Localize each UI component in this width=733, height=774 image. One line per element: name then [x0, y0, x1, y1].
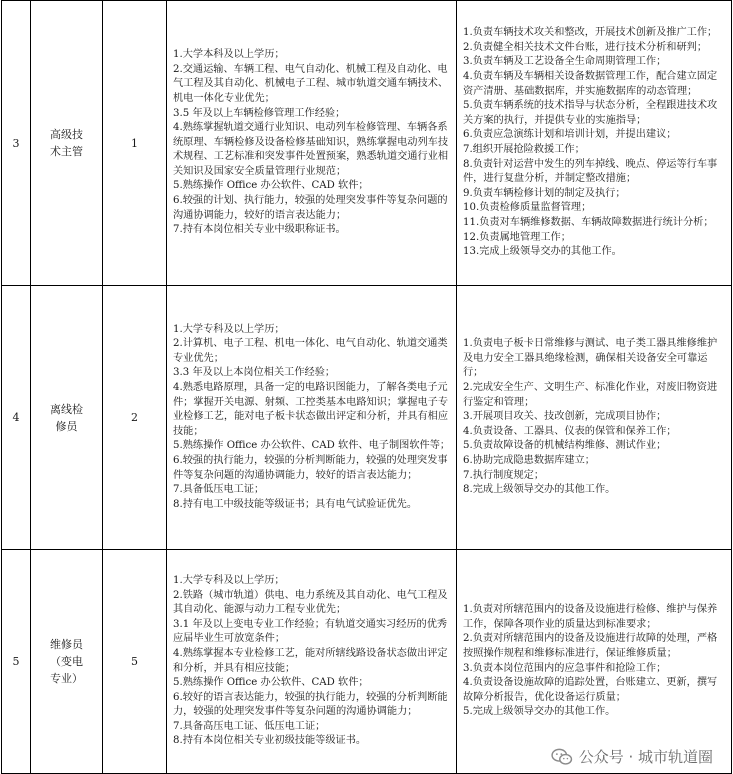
duty-item: 4.负责车辆及车辆相关设备数据管理工作，配合建立固定资产清册、基础数据库，并实施数据库的动态管理；: [463, 71, 718, 97]
table-row: [2, 1, 732, 286]
duties-cell: [457, 1, 732, 286]
position-name-line: 术主管: [50, 145, 83, 158]
requirements-cell: [167, 1, 457, 286]
duty-item: 4.负责设备、工器具、仪表的保管和保养工作；: [463, 425, 677, 437]
duty-item: 11.负责对车辆维修数据、车辆故障数据进行统计分析；: [463, 216, 714, 228]
requirement-item: 1.大学本科及以上学历；: [173, 49, 285, 61]
watermark-text: 公众号 · 城市轨道圈: [578, 748, 713, 766]
duty-item: 8.完成上级领导交办的其他工作。: [463, 484, 616, 496]
row-number: 5: [2, 550, 31, 774]
requirement-item: 5.熟练操作 Office 办公软件、CAD 软件；: [173, 677, 369, 689]
duty-item: 2.负责对所辖范围内的设备及设施进行故障的处理，严格按照操作规程和维修标准进行，保证维修质量；: [463, 633, 718, 659]
requirement-item: 2.铁路（城市轨道）供电、电力系统及其自动化、电气工程及其自动化、能源与动力工程专业优先；: [173, 589, 448, 616]
requirements-cell: [167, 550, 457, 774]
requirement-item: 3.3 年及以上本岗位相关工作经验；: [173, 367, 336, 379]
duty-item: 1.负责对所辖范围内的设备及设施进行检修、维护与保养工作，保障各项作业的质量达到标准要求；: [463, 604, 718, 630]
row-number: 4: [2, 286, 31, 550]
position-name: [31, 286, 103, 550]
requirement-item: 6.较强的计划、执行能力，较强的处理突发事件等复杂问题的沟通协调能力，较好的语言表达能力；: [173, 195, 448, 221]
position-name-line: 高级技: [50, 128, 83, 141]
requirement-item: 2.计算机、电子工程、机电一体化、电气自动化、轨道交通类专业优先；: [173, 338, 448, 364]
duty-item: 4.负责设备设施故障的追踪处置，台账建立、更新，撰写故障分析报告，优化设备运行质量；: [463, 677, 718, 703]
duty-item: 2.负责健全相关技术文件台账，进行技术分析和研判；: [463, 41, 708, 53]
requirement-item: 7.具备高压电工证、低压电工证；: [173, 720, 326, 732]
watermark: [549, 746, 715, 767]
requirement-item: 3.5 年及以上车辆检修管理工作经验；: [173, 107, 346, 119]
duties-cell: [457, 286, 732, 550]
requirement-item: 1.大学专科及以上学历；: [173, 323, 285, 335]
requirement-item: 1.大学专科及以上学历；: [173, 574, 285, 586]
requirement-item: 5.熟练操作 Office 办公软件、CAD 软件、电子制图软件等；: [173, 440, 451, 452]
duty-item: 13.完成上级领导交办的其他工作。: [463, 246, 622, 258]
duty-item: 3.负责车辆及工艺设备全生命周期管理工作；: [463, 56, 667, 68]
requirements-cell: [167, 286, 457, 550]
position-name-line: 离线检: [50, 402, 83, 416]
row-number: 3: [2, 1, 31, 286]
headcount: 5: [103, 550, 167, 774]
table-row: [2, 286, 732, 550]
requirement-item: 4.熟练掌握轨道交通行业知识、电动列车检修管理、车辆各系统原理、车辆检修及设备检修基础知识，熟练掌握电动列车技术规程、工艺标准和突发事件处置预案，熟悉轨道交通行业相关知识及国家安全质量管理行业规范；: [173, 122, 449, 177]
requirement-item: 4.熟悉电路原理，具备一定的电路识图能力，了解各类电子元件；掌握开关电源、射频、工控类基本电路知识；掌握电子专业检修工艺，能对电子板卡状态做出评定和分析，并具有相应技能；: [173, 382, 449, 437]
position-name-line: （变电: [50, 655, 83, 668]
duty-item: 7.组织开展抢险救援工作；: [463, 144, 585, 155]
duty-item: 3.开展项目攻关、技改创新，完成项目协作；: [463, 411, 667, 423]
table-row: [2, 550, 732, 774]
duty-item: 1.负责电子板卡日常维修与测试、电子类工器具维修维护及电力安全工器具绝缘检测，确保相关设备安全可靠运行；: [463, 338, 718, 379]
headcount: 2: [103, 286, 167, 550]
position-name: [31, 550, 103, 774]
requirement-item: 6.较强的执行能力，较强的分析判断能力，较强的处理突发事件等复杂问题的沟通协调能力，较好的语言表达能力；: [173, 454, 448, 481]
duty-item: 6.协助完成隐患数据库建立；: [463, 454, 595, 466]
duty-item: 1.负责车辆技术攻关和整改，开展技术创新及推广工作；: [463, 27, 718, 39]
recruitment-table: [1, 0, 732, 774]
position-name-line: 专业）: [50, 672, 83, 685]
duty-item: 3.负责本岗位范围内的应急事件和抢险工作；: [463, 662, 667, 674]
position-name: [31, 1, 103, 286]
duty-item: 5.负责车辆系统的技术指导与状态分析，全程跟进技术攻关方案的执行，并提供专业的实施指导；: [463, 100, 718, 126]
position-name-line: 维修员: [50, 638, 83, 651]
headcount: 1: [103, 1, 167, 286]
duty-item: 5.完成上级领导交办的其他工作。: [463, 706, 616, 718]
requirement-item: 2.交通运输、车辆工程、电气自动化、机械工程及自动化、电气工程及其自动化、机械电子工程、城市轨道交通车辆技术、机电一体化专业优先；: [173, 63, 449, 104]
requirement-item: 3.1 年及以上变电专业工作经验；有轨道交通实习经历的优秀应届毕业生可放宽条件；: [173, 618, 448, 645]
wechat-icon: [551, 748, 573, 766]
duty-item: 9.负责车辆检修计划的制定及执行；: [463, 187, 626, 199]
duty-item: 8.负责针对运营中发生的列车掉线、晚点、停运等行车事件，进行复盘分析，并制定整改措施；: [463, 158, 718, 185]
requirement-item: 5.熟练操作 Office 办公软件、CAD 软件；: [173, 180, 369, 192]
duty-item: 5.负责故障设备的机械结构维修、测试作业；: [463, 440, 667, 452]
duty-item: 6.负责应急演练计划和培训计划，并提出建议；: [463, 129, 677, 141]
requirement-item: 7.持有本岗位相关专业中级职称证书。: [173, 224, 346, 236]
duty-item: 2.完成安全生产、文明生产、标准化作业，对废旧物资进行鉴定和管理；: [463, 382, 718, 408]
duties-cell: [457, 550, 732, 774]
duty-item: 7.执行制度规定；: [463, 469, 545, 481]
requirement-item: 8.持有本岗位相关专业初级技能等级证书。: [173, 735, 367, 747]
requirement-item: 7.具备低压电工证；: [173, 484, 265, 496]
duty-item: 12.负责属地管理工作；: [463, 231, 571, 243]
requirement-item: 4.熟练掌握本专业检修工艺，能对所辖线路设备状态做出评定和分析，并具有相应技能；: [173, 647, 448, 674]
requirement-item: 6.较好的语言表达能力，较强的执行能力，较强的分析判断能力，较强的处理突发事件等复杂问题的沟通协调能力；: [173, 691, 448, 718]
position-name-line: 修员: [55, 419, 78, 433]
requirement-item: 8.持有电工中级技能等级证书；具有电气试验证优先。: [173, 498, 418, 510]
duty-item: 10.负责检修质量监督管理；: [463, 202, 592, 214]
